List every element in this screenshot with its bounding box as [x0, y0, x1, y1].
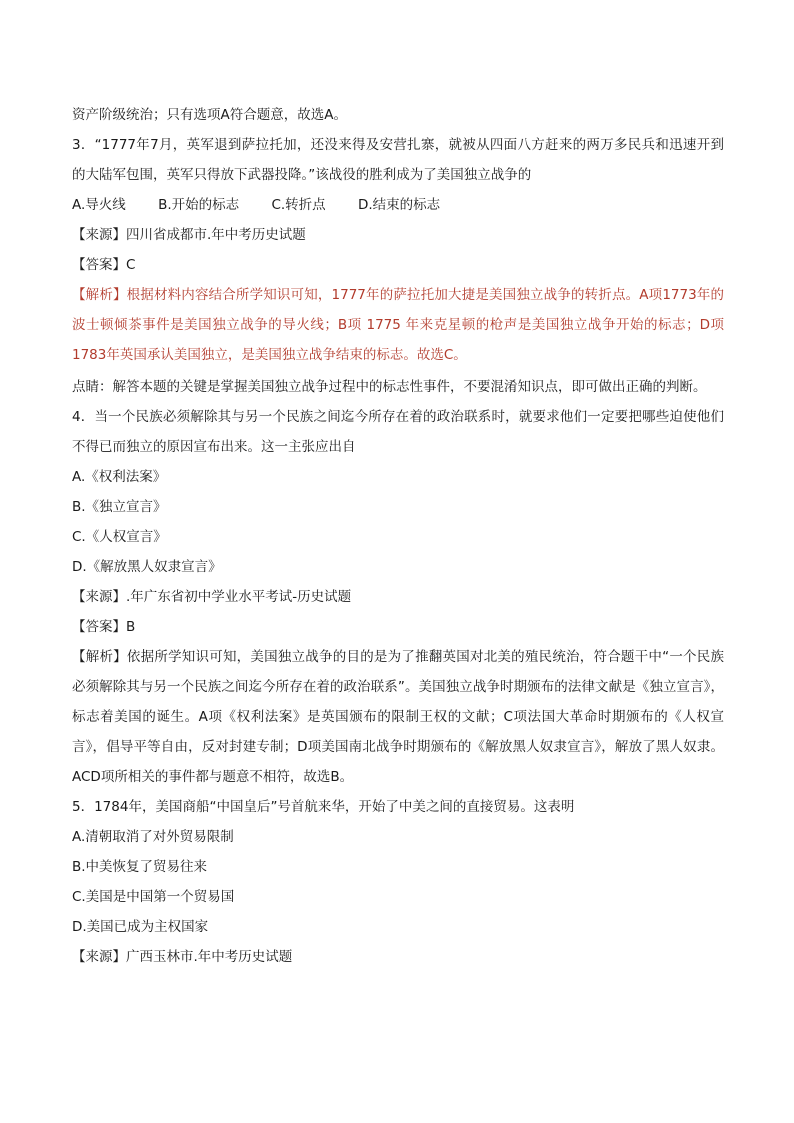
question-3-analysis-label: 【解析】 [72, 287, 127, 303]
question-3-option-b: B.开始的标志 [158, 197, 240, 213]
question-3-analysis [72, 280, 724, 370]
question-3-option-d: D.结束的标志 [357, 197, 441, 213]
question-3-answer: 【答案】C [72, 257, 136, 273]
question-4-option-c: C.《人权宣言》 [72, 529, 167, 545]
question-5-option-c: C.美国是中国第一个贸易国 [72, 889, 235, 905]
question-4-analysis: 【解析】依据所学知识可知，美国独立战争的目的是为了推翻英国对北美的殖民统治，符合题干中“一个民族必须解除其与另一个民族之间迄今所存在着的政治联系”。美国独立战争时期颁布的法律文献是《独立宣言》，标志着美国的诞生。A项《权利法案》是英国颁布的限制王权的文献；C项法国大革命时期颁布的《人权宣言》，倡导平等自由，反对封建专制；D项美国南北战争时期颁布的《解放黑人奴隶宣言》，解放了黑人奴隶。ACD项所相关的事件都与题意不相符，故选B。 [72, 649, 724, 785]
question-4-option-b: B.《独立宣言》 [72, 499, 167, 515]
question-5-option-a: A.清朝取消了对外贸易限制 [72, 829, 234, 845]
question-3-options [72, 190, 724, 220]
question-3-source: 【来源】四川省成都市.年中考历史试题 [72, 227, 306, 243]
continuation-text: 资产阶级统治；只有选项A符合题意，故选A。 [72, 107, 347, 123]
question-4-answer: 【答案】B [72, 619, 136, 635]
question-5-option-d: D.美国已成为主权国家 [72, 919, 209, 935]
question-3-analysis-text: 根据材料内容结合所学知识可知，1777年的萨拉托加大捷是美国独立战争的转折点。A项1773年的波士顿倾茶事件是美国独立战争的导火线；B项 1775 年来克星顿的枪声是美国独立战争开始的标志；D项1783年英国承认美国独立，是美国独立战争结束的标志。故选C。 [72, 287, 724, 363]
document-page [72, 100, 724, 972]
question-5-stem: 5．1784年，美国商船“中国皇后”号首航来华，开始了中美之间的直接贸易。这表明 [72, 799, 575, 815]
question-4-option-a: A.《权利法案》 [72, 469, 167, 485]
question-3-option-a: A.导火线 [72, 197, 126, 213]
question-5-source: 【来源】广西玉林市.年中考历史试题 [72, 949, 293, 965]
question-3-tip: 点睛：解答本题的关键是掌握美国独立战争过程中的标志性事件，不要混淆知识点，即可做出正确的判断。 [72, 379, 707, 395]
question-3-option-c: C.转折点 [271, 197, 326, 213]
question-5-option-b: B.中美恢复了贸易往来 [72, 859, 208, 875]
question-3-stem: 3．“1777年7月，英军退到萨拉托加，还没来得及安营扎寨，就被从四面八方赶来的两万多民兵和迅速开到的大陆军包围，英军只得放下武器投降。”该战役的胜利成为了美国独立战争的 [72, 137, 724, 183]
question-4-source: 【来源】.年广东省初中学业水平考试-历史试题 [72, 589, 352, 605]
question-4-option-d: D.《解放黑人奴隶宣言》 [72, 559, 222, 575]
question-4-stem: 4．当一个民族必须解除其与另一个民族之间迄今所存在着的政治联系时，就要求他们一定要把哪些迫使他们不得已而独立的原因宣布出来。这一主张应出自 [72, 409, 724, 455]
